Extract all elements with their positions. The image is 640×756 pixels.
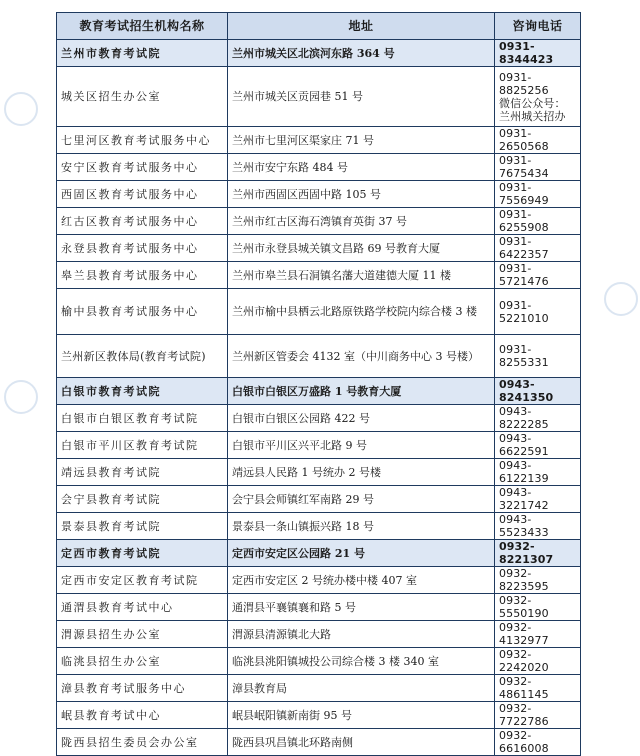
institution-name: 白银市教育考试院 [57, 378, 228, 405]
watermark-seal-icon [4, 380, 38, 414]
watermark-seal-icon [4, 92, 38, 126]
address: 白银市白银区万盛路 1 号教育大厦 [228, 378, 495, 405]
watermark-left [4, 92, 38, 126]
phone-number: 0932-4132977 [495, 621, 581, 648]
phone-cell [495, 67, 581, 127]
header-phone: 咨询电话 [495, 13, 581, 40]
institution-name: 安宁区教育考试服务中心 [57, 154, 228, 181]
contact-table-sheet [56, 12, 580, 756]
table-row [57, 405, 581, 432]
address: 白银市平川区兴平北路 9 号 [228, 432, 495, 459]
phone-number: 0931-5221010 [495, 289, 581, 335]
address: 兰州市城关区贡园巷 51 号 [228, 67, 495, 127]
watermark-left-bottom [4, 380, 38, 414]
table-row [57, 154, 581, 181]
phone-number: 0943-8222285 [495, 405, 581, 432]
address: 通渭县平襄镇襄和路 5 号 [228, 594, 495, 621]
institution-name: 渭源县招生办公室 [57, 621, 228, 648]
institution-name: 陇西县招生委员会办公室 [57, 729, 228, 756]
phone-number: 0931-8344423 [495, 40, 581, 67]
address: 临洮县洮阳镇城投公司综合楼 3 楼 340 室 [228, 648, 495, 675]
watermark-seal-icon [604, 282, 638, 316]
institution-name: 榆中县教育考试服务中心 [57, 289, 228, 335]
phone-number: 0932-4861145 [495, 675, 581, 702]
table-row [57, 378, 581, 405]
institution-name: 定西市安定区教育考试院 [57, 567, 228, 594]
institution-name: 临洮县招生办公室 [57, 648, 228, 675]
institution-name: 兰州新区教体局(教育考试院) [57, 335, 228, 378]
institution-name: 红古区教育考试服务中心 [57, 208, 228, 235]
phone-number: 0931-5721476 [495, 262, 581, 289]
table-row [57, 289, 581, 335]
wechat-account: 兰州城关招办 [499, 109, 566, 123]
phone-number: 0931-7556949 [495, 181, 581, 208]
institution-name: 岷县教育考试中心 [57, 702, 228, 729]
table-row [57, 540, 581, 567]
address: 会宁县会师镇红军南路 29 号 [228, 486, 495, 513]
institution-name: 七里河区教育考试服务中心 [57, 127, 228, 154]
phone-number: 0931-6255908 [495, 208, 581, 235]
table-row [57, 262, 581, 289]
address: 兰州市城关区北滨河东路 364 号 [228, 40, 495, 67]
institution-name: 白银市白银区教育考试院 [57, 405, 228, 432]
institution-name: 西固区教育考试服务中心 [57, 181, 228, 208]
table-row [57, 335, 581, 378]
table-row [57, 702, 581, 729]
phone-number: 0932-8221307 [495, 540, 581, 567]
phone-number: 0931-8825256 [499, 70, 549, 97]
table-row [57, 208, 581, 235]
phone-number: 0943-5523433 [495, 513, 581, 540]
institution-name: 城关区招生办公室 [57, 67, 228, 127]
phone-number: 0932-2242020 [495, 648, 581, 675]
phone-number: 0943-8241350 [495, 378, 581, 405]
institution-name: 兰州市教育考试院 [57, 40, 228, 67]
watermark-right [604, 282, 638, 316]
phone-number: 0943-6122139 [495, 459, 581, 486]
table-row [57, 675, 581, 702]
phone-number: 0932-5550190 [495, 594, 581, 621]
address: 陇西县巩昌镇北环路南侧 [228, 729, 495, 756]
phone-number: 0931-8255331 [495, 335, 581, 378]
institution-name: 白银市平川区教育考试院 [57, 432, 228, 459]
table-row [57, 67, 581, 127]
table-row [57, 621, 581, 648]
institution-name: 永登县教育考试服务中心 [57, 235, 228, 262]
address: 兰州市永登县城关镇文昌路 69 号教育大厦 [228, 235, 495, 262]
phone-number: 0943-6622591 [495, 432, 581, 459]
header-institution-name: 教育考试招生机构名称 [57, 13, 228, 40]
table-row [57, 729, 581, 756]
table-row [57, 459, 581, 486]
phone-number: 0931-7675434 [495, 154, 581, 181]
address: 渭源县清源镇北大路 [228, 621, 495, 648]
institution-name: 漳县教育考试服务中心 [57, 675, 228, 702]
institution-name: 景泰县教育考试院 [57, 513, 228, 540]
table-row [57, 648, 581, 675]
header-address: 地址 [228, 13, 495, 40]
phone-number: 0932-7722786 [495, 702, 581, 729]
table-row [57, 235, 581, 262]
address: 靖远县人民路 1 号统办 2 号楼 [228, 459, 495, 486]
phone-number: 0932-6616008 [495, 729, 581, 756]
address: 定西市安定区 2 号统办楼中楼 407 室 [228, 567, 495, 594]
address: 兰州新区管委会 4132 室（中川商务中心 3 号楼） [228, 335, 495, 378]
exam-office-directory-table [56, 12, 581, 756]
address: 漳县教育局 [228, 675, 495, 702]
institution-name: 皋兰县教育考试服务中心 [57, 262, 228, 289]
address: 白银市白银区公园路 422 号 [228, 405, 495, 432]
phone-number: 0932-8223595 [495, 567, 581, 594]
address: 定西市安定区公园路 21 号 [228, 540, 495, 567]
table-row [57, 486, 581, 513]
table-row [57, 181, 581, 208]
phone-number: 0931-2650568 [495, 127, 581, 154]
table-row [57, 594, 581, 621]
address: 兰州市西固区西固中路 105 号 [228, 181, 495, 208]
address: 岷县岷阳镇新南街 95 号 [228, 702, 495, 729]
table-header-row [57, 13, 581, 40]
address: 兰州市榆中县栖云北路原铁路学校院内综合楼 3 楼 [228, 289, 495, 335]
table-row [57, 567, 581, 594]
address: 兰州市红古区海石湾镇育英街 37 号 [228, 208, 495, 235]
wechat-label: 微信公众号： [499, 96, 566, 110]
address: 兰州市安宁东路 484 号 [228, 154, 495, 181]
address: 景泰县一条山镇振兴路 18 号 [228, 513, 495, 540]
institution-name: 定西市教育考试院 [57, 540, 228, 567]
address: 兰州市七里河区渠家庄 71 号 [228, 127, 495, 154]
phone-number: 0943-3221742 [495, 486, 581, 513]
table-row [57, 513, 581, 540]
table-row [57, 127, 581, 154]
address: 兰州市皋兰县石洞镇名藩大道建德大厦 11 楼 [228, 262, 495, 289]
phone-number: 0931-6422357 [495, 235, 581, 262]
institution-name: 通渭县教育考试中心 [57, 594, 228, 621]
institution-name: 会宁县教育考试院 [57, 486, 228, 513]
table-row [57, 432, 581, 459]
institution-name: 靖远县教育考试院 [57, 459, 228, 486]
table-row [57, 40, 581, 67]
